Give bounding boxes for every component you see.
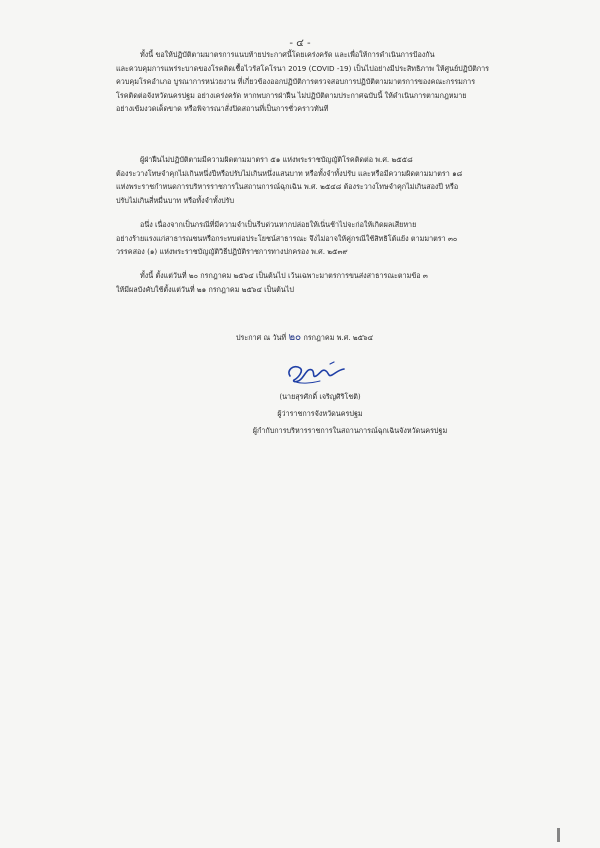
text-line: วรรคสอง (๑) แห่งพระราชบัญญัติวิธีปฏิบัติราชการทางปกครอง พ.ศ. ๒๕๓๙	[116, 247, 348, 257]
text-line: ผู้ฝ่าฝืนไม่ปฏิบัติตามมีความผิดตามมาตรา ๕๑ แห่งพระราชบัญญัติโรคติดต่อ พ.ศ. ๒๕๕๘	[140, 155, 413, 164]
announcement-date: ประกาศ ณ วันที่ ๒๐ กรกฎาคม พ.ศ. ๒๕๖๔	[236, 332, 374, 343]
text-line: อนึ่ง เนื่องจากเป็นกรณีที่มีความจำเป็นรีบด่วนหากปล่อยให้เนิ่นช้าไปจะก่อให้เกิดผลเสียหาย	[140, 220, 417, 229]
text-line: ต้องระวางโทษจำคุกไม่เกินหนึ่งปีหรือปรับไม่เกินหนึ่งแสนบาท หรือทั้งจำทั้งปรับ และหรือมีความผิดตามมาตรา ๑๘	[116, 168, 463, 178]
text-line: ทั้งนี้ ตั้งแต่วันที่ ๒๐ กรกฎาคม ๒๕๖๔ เป็นต้นไป เว้นเฉพาะมาตรการขนส่งสาธารณะตามข้อ ๓	[140, 271, 428, 280]
signer-name: (นายสุรศักดิ์ เจริญศิริโชติ)	[279, 392, 361, 401]
paragraph-effective-date	[116, 269, 491, 296]
paragraph-penalties	[116, 153, 491, 207]
text-line: อย่างเข้มงวดเด็ดขาด หรือพิจารณาสั่งปิดสถานที่เป็นการชั่วคราวทันที	[116, 104, 329, 114]
text-line: ทั้งนี้ ขอให้ปฏิบัติตามมาตรการแนบท้ายประกาศนี้โดยเคร่งครัด และเพื่อให้การดำเนินการป้องกัน	[140, 50, 435, 59]
signer-role: ผู้กำกับการบริหารราชการในสถานการณ์ฉุกเฉินจังหวัดนครปฐม	[252, 426, 448, 435]
signature-image	[282, 356, 350, 388]
scan-mark	[557, 828, 560, 842]
text-line: ควบคุมโรคอำเภอ บูรณาการหน่วยงาน ที่เกี่ยวข้องออกปฏิบัติการตรวจสอบการปฏิบัติตามมาตรการของคณะกรรมการ	[116, 77, 476, 87]
text-line: ปรับไม่เกินสี่หมื่นบาท หรือทั้งจำทั้งปรับ	[116, 195, 235, 205]
text-line: ให้มีผลบังคับใช้ตั้งแต่วันที่ ๒๑ กรกฎาคม ๒๕๖๔ เป็นต้นไป	[116, 284, 294, 294]
handwritten-day: ๒๐	[288, 332, 302, 343]
page-number: - ๔ -	[289, 38, 311, 49]
signer-position: ผู้ว่าราชการจังหวัดนครปฐม	[277, 409, 363, 418]
paragraph-measures	[116, 48, 491, 116]
text-line: โรคติดต่อจังหวัดนครปฐม อย่างเคร่งครัด หากพบการฝ่าฝืน ไม่ปฏิบัติตามประกาศฉบับนี้ ให้ดำเนินการตามกฎหมาย	[116, 90, 467, 100]
text-line: อย่างร้ายแรงแก่สาธารณชนหรือกระทบต่อประโยชน์สาธารณะ จึงไม่อาจให้คู่กรณีใช้สิทธิโต้แย้ง ตามมาตรา ๓๐	[116, 233, 458, 243]
text-line: และควบคุมการแพร่ระบาดของโรคติดเชื้อไวรัสโคโรนา 2019 (COVID -19) เป็นไปอย่างมีประสิทธิภาพ ให้ศูนย์ปฏิบัติการ	[116, 63, 490, 73]
paragraph-urgency	[116, 218, 491, 259]
text-line: แห่งพระราชกำหนดการบริหารราชการในสถานการณ์ฉุกเฉิน พ.ศ. ๒๕๔๘ ต้องระวางโทษจำคุกไม่เกินสองปี หรือ	[116, 182, 459, 192]
